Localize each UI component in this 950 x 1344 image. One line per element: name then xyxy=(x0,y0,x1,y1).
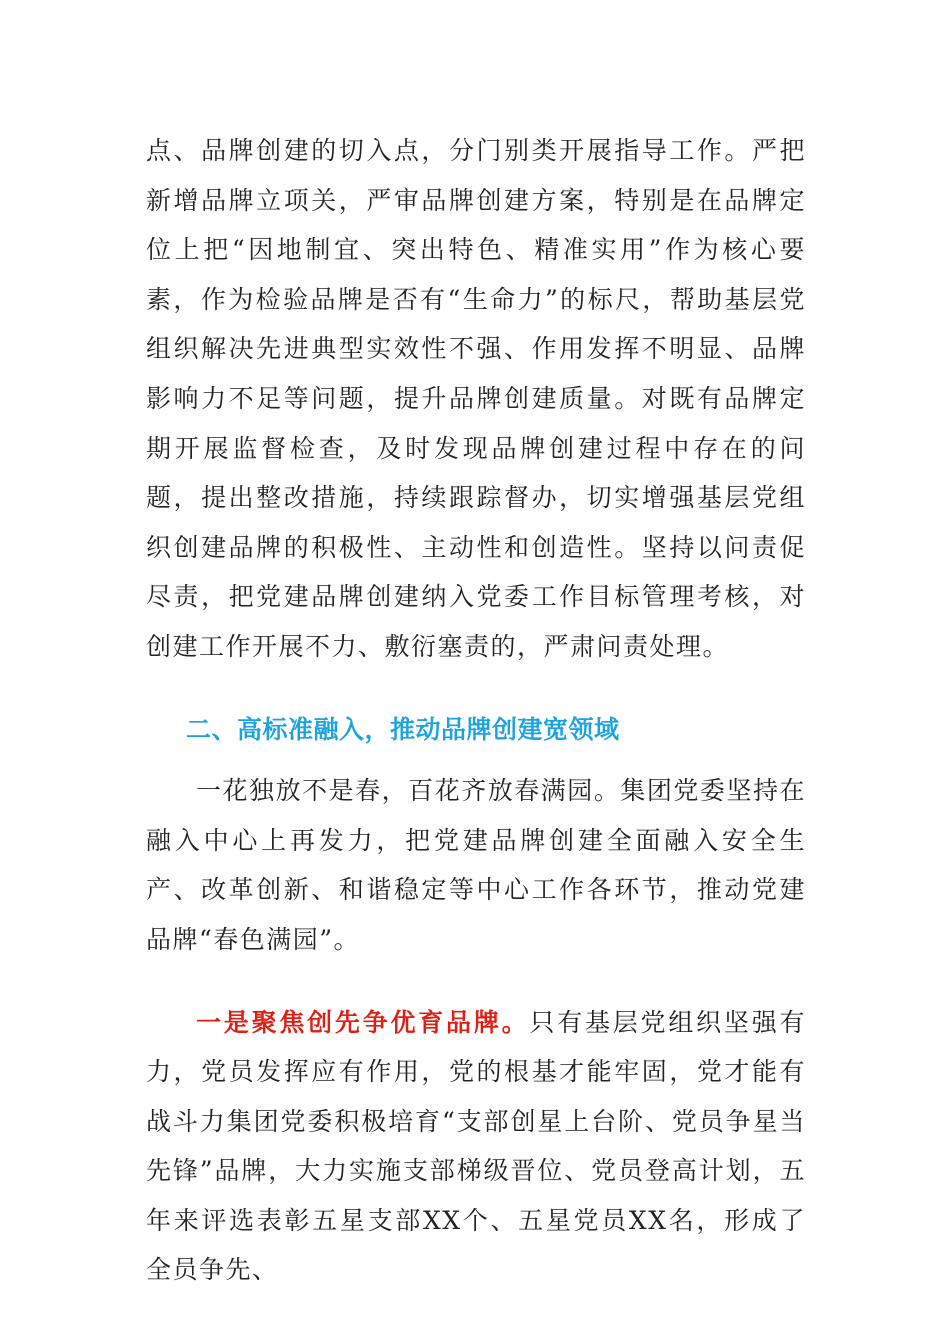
subsection-paragraph xyxy=(146,998,806,1296)
section-heading: 二、高标准融入，推动品牌创建宽领域 xyxy=(186,714,620,744)
document-body xyxy=(146,126,806,1295)
subsection-body: 只有基层党组织坚强有力，党员发挥应有作用，党的根基才能牢固，党才能有战斗力集团党委积极培育“支部创星上台阶、党员争星当先锋”品牌，大力实施支部梯级晋位、党员登高计划，五年来评选表彰五星支部XX个、五星党员XX名，形成了全员争先、 xyxy=(146,1007,806,1285)
paragraph-continued: 点、品牌创建的切入点，分门别类开展指导工作。严把新增品牌立项关，严审品牌创建方案，特别是在品牌定位上把“因地制宜、突出特色、精准实用”作为核心要素，作为检验品牌是否有“生命力”的标尺，帮助基层党组织解决先进典型实效性不强、作用发挥不明显、品牌影响力不足等问题，提升品牌创建质量。对既有品牌定期开展监督检查，及时发现品牌创建过程中存在的问题，提出整改措施，持续跟踪督办，切实增强基层党组织创建品牌的积极性、主动性和创造性。坚持以问责促尽责，把党建品牌创建纳入党委工作目标管理考核，对创建工作开展不力、敷衍塞责的，严肃问责处理。 xyxy=(146,136,806,661)
subsection-lead: 一是聚焦创先争优育品牌。 xyxy=(196,1007,530,1037)
section-intro-paragraph: 一花独放不是春，百花齐放春满园。集团党委坚持在融入中心上再发力，把党建品牌创建全面融入安全生产、改革创新、和谐稳定等中心工作各环节，推动党建品牌“春色满园”。 xyxy=(146,776,806,954)
